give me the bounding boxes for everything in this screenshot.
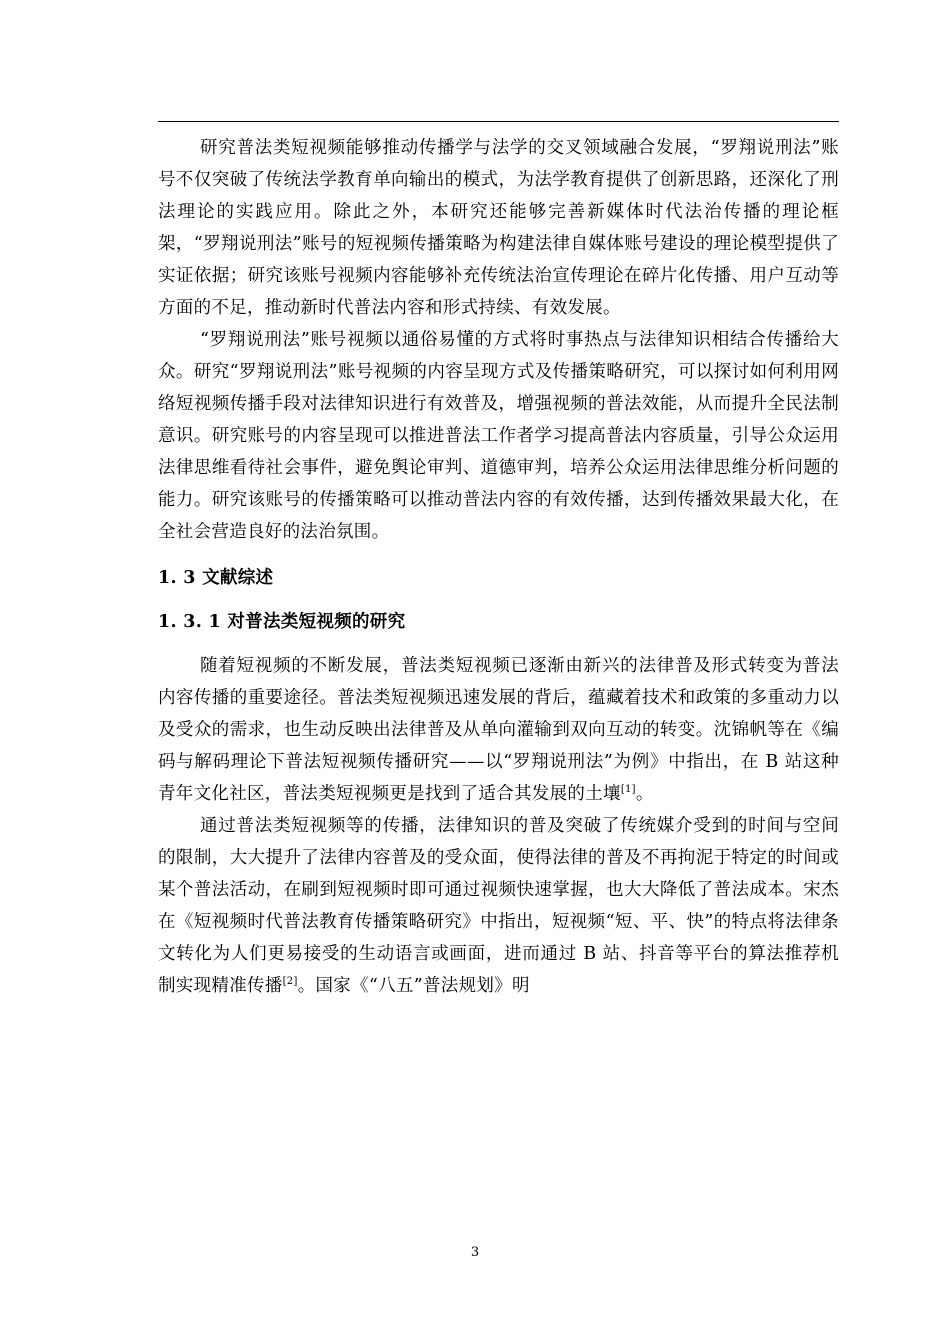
paragraph-research-significance-practice: “罗翔说刑法”账号视频以通俗易懂的方式将时事热点与法律知识相结合传播给大众。研究“罗翔说刑法”账号视频的内容呈现方式及传播策略研究，可以探讨如何利用网络短视频传播手段对法律知识进行有效普及，增强视频的普法效能，从而提升全民法制意识。研究账号的内容呈现可以推进普法工作者学习提高普法内容质量，引导公众运用法律思维看待社会事件，避免舆论审判、道德审判，培养公众运用法律思维分析问题的能力。研究该账号的传播策略可以推动普法内容的有效传播，达到传播效果最大化，在全社会营造良好的法治氛围。 <box>158 330 839 542</box>
body-text <box>158 132 839 1002</box>
paragraph-text: 随着短视频的不断发展，普法类短视频已逐渐由新兴的法律普及形式转变为普法内容传播的重要途径。普法类短视频迅速发展的背后，蕴藏着技术和政策的多重动力以及受众的需求，也生动反映出法律普及从单向灌输到双向互动的转变。沈锦帆等在《编码与解码理论下普法短视频传播研究——以“罗翔说刑法”为例》中指出，在 B 站这种青年文化社区，普法类短视频更是找到了适合其发展的土壤 <box>158 656 839 804</box>
paragraph-tail: 。 <box>635 784 654 804</box>
paragraph-literature-2 <box>158 810 839 1002</box>
paragraph-text: 通过普法类短视频等的传播，法律知识的普及突破了传统媒介受到的时间与空间的限制，大大提升了法律内容普及的受众面，使得法律的普及不再拘泥于特定的时间或某个普法活动，在刷到短视频时即可通过视频快速掌握，也大大降低了普法成本。宋杰在《短视频时代普法教育传播策略研究》中指出，短视频“短、平、快”的特点将法律条文转化为人们更易接受的生动语言或画面，进而通过 B 站、抖音等平台的算法推荐机制实现精准传播 <box>158 816 839 996</box>
page-number: 3 <box>470 1245 480 1260</box>
paragraph-literature-1 <box>158 650 839 810</box>
paragraph-research-significance-theory: 研究普法类短视频能够推动传播学与法学的交叉领域融合发展，“罗翔说刑法”账号不仅突破了传统法学教育单向输出的模式，为法学教育提供了创新思路，还深化了刑法理论的实践应用。除此之外，本研究还能够完善新媒体时代法治传播的理论框架，“罗翔说刑法”账号的短视频传播策略为构建法律自媒体账号建设的理论模型提供了实证依据；研究该账号视频内容能够补充传统法治宣传理论在碎片化传播、用户互动等方面的不足，推动新时代普法内容和形式持续、有效发展。 <box>158 138 839 318</box>
subsection-heading: 1. 3. 1 对普法类短视频的研究 <box>158 612 406 632</box>
citation-marker: [1] <box>620 784 636 796</box>
citation-marker: [2] <box>282 976 298 988</box>
paragraph-tail: 。国家《“八五”普法规划》明 <box>297 976 530 996</box>
header-rule <box>158 121 839 122</box>
section-heading: 1. 3 文献综述 <box>158 568 274 588</box>
